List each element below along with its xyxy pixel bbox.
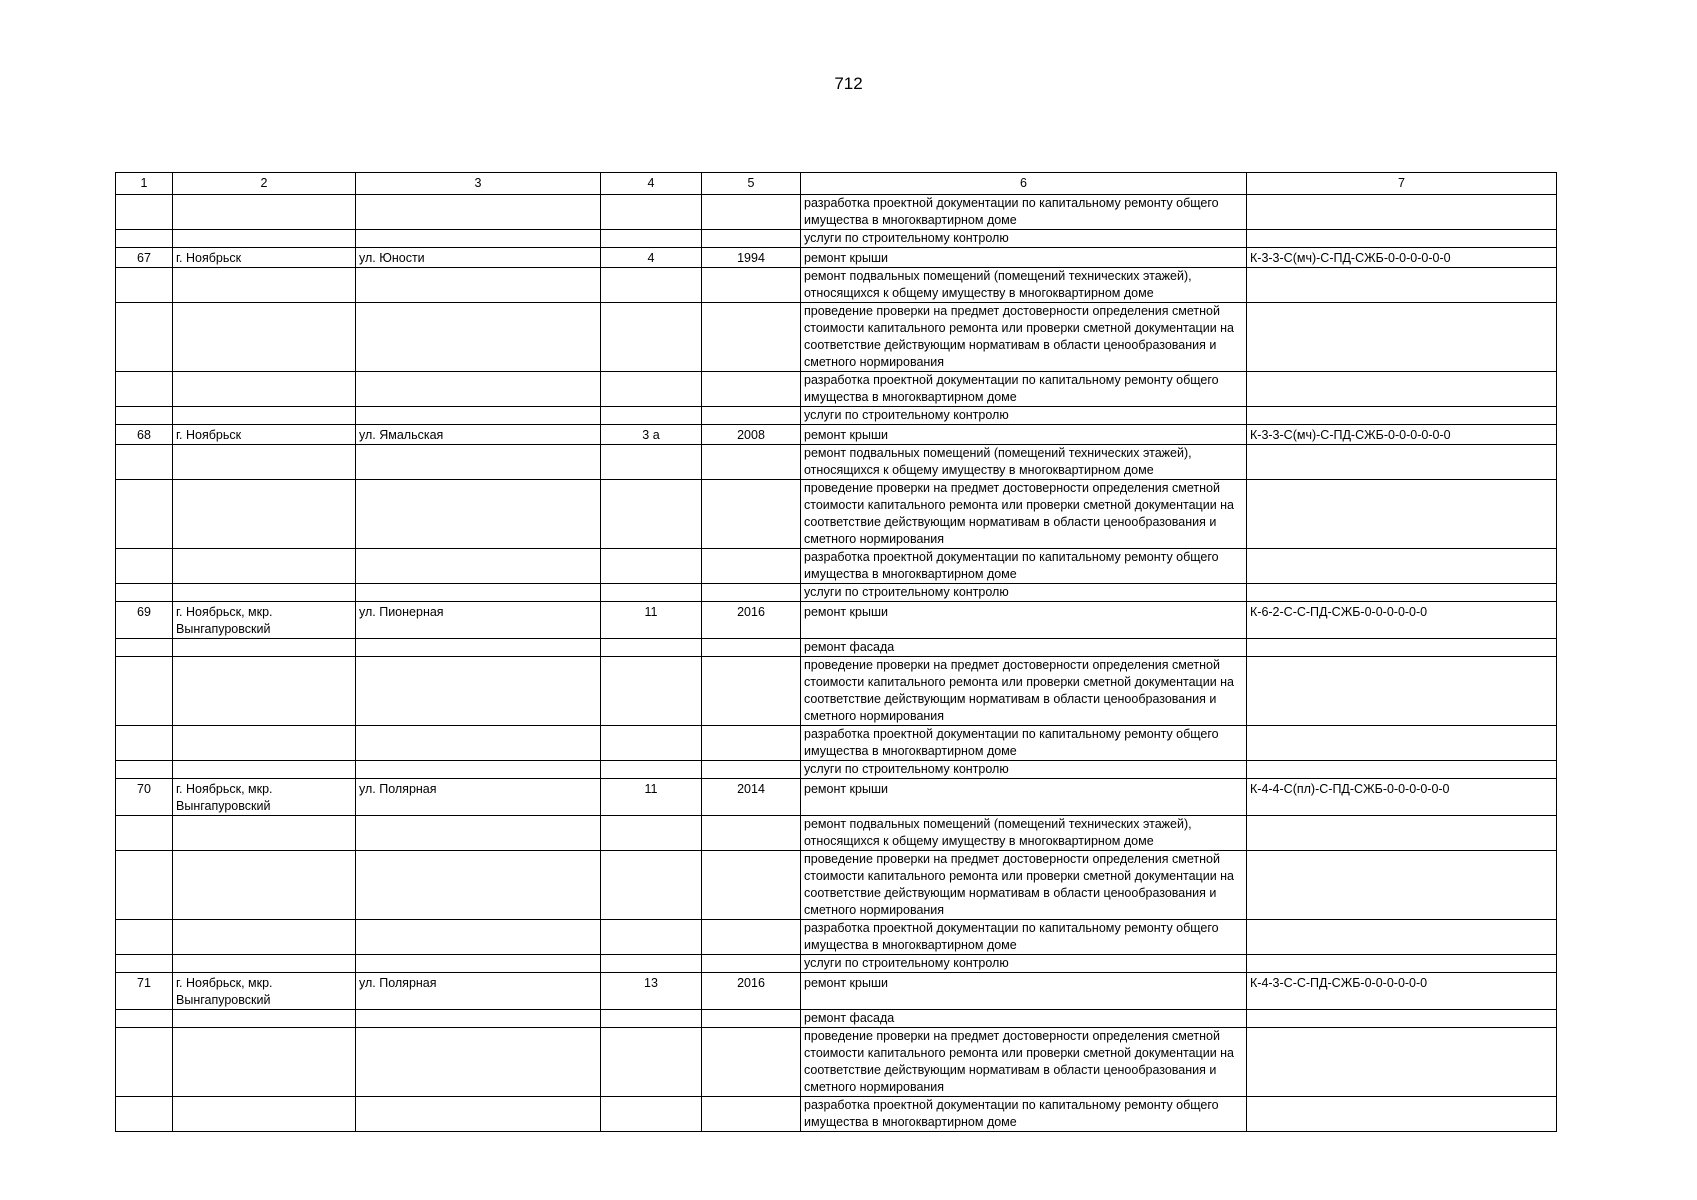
street-cell [356, 955, 601, 973]
house-number-cell: 11 [601, 602, 702, 639]
building-code-cell [1247, 816, 1557, 851]
house-number-cell [601, 407, 702, 425]
year-cell [702, 1028, 801, 1097]
locality-cell [173, 955, 356, 973]
building-code-cell [1247, 230, 1557, 248]
row-number-cell [116, 372, 173, 407]
work-type-cell: разработка проектной документации по капитальному ремонту общего имущества в многоквартирном доме [801, 726, 1247, 761]
year-cell [702, 195, 801, 230]
locality-cell [173, 407, 356, 425]
street-cell [356, 1010, 601, 1028]
register-body [116, 195, 1557, 1132]
row-number-cell [116, 851, 173, 920]
building-code-cell [1247, 584, 1557, 602]
house-number-cell [601, 372, 702, 407]
house-number-cell: 4 [601, 248, 702, 268]
table-row [116, 480, 1557, 549]
work-type-cell: проведение проверки на предмет достоверности определения сметной стоимости капитального ремонта или проверки сметной документации на соответствие действующим нормативам в области ценообразования и сметного нормирования [801, 657, 1247, 726]
row-number-cell [116, 584, 173, 602]
table-row [116, 268, 1557, 303]
table-row [116, 195, 1557, 230]
house-number-cell [601, 584, 702, 602]
table-row [116, 779, 1557, 816]
table-row [116, 851, 1557, 920]
locality-cell [173, 549, 356, 584]
street-cell [356, 407, 601, 425]
year-cell [702, 303, 801, 372]
building-code-cell: К-4-3-С-С-ПД-СЖБ-0-0-0-0-0-0 [1247, 973, 1557, 1010]
table-row [116, 372, 1557, 407]
locality-cell [173, 480, 356, 549]
column-header: 2 [173, 173, 356, 195]
table-row [116, 639, 1557, 657]
locality-cell [173, 1097, 356, 1132]
work-type-cell: ремонт подвальных помещений (помещений технических этажей), относящихся к общему имуществу в многоквартирном доме [801, 268, 1247, 303]
table-row [116, 955, 1557, 973]
house-number-cell [601, 549, 702, 584]
house-number-cell: 11 [601, 779, 702, 816]
house-number-cell [601, 920, 702, 955]
table-row [116, 761, 1557, 779]
repair-register-table [115, 172, 1557, 1132]
building-code-cell [1247, 851, 1557, 920]
house-number-cell: 3 а [601, 425, 702, 445]
year-cell: 2016 [702, 602, 801, 639]
street-cell [356, 1028, 601, 1097]
house-number-cell: 13 [601, 973, 702, 1010]
locality-cell [173, 268, 356, 303]
work-type-cell: ремонт крыши [801, 973, 1247, 1010]
building-code-cell [1247, 1010, 1557, 1028]
street-cell [356, 851, 601, 920]
building-code-cell: К-6-2-С-С-ПД-СЖБ-0-0-0-0-0-0 [1247, 602, 1557, 639]
building-code-cell [1247, 761, 1557, 779]
table-row [116, 973, 1557, 1010]
table-row [116, 407, 1557, 425]
year-cell: 2008 [702, 425, 801, 445]
street-cell [356, 195, 601, 230]
work-type-cell: услуги по строительному контролю [801, 584, 1247, 602]
column-header: 3 [356, 173, 601, 195]
building-code-cell [1247, 407, 1557, 425]
building-code-cell [1247, 480, 1557, 549]
locality-cell [173, 445, 356, 480]
work-type-cell: ремонт крыши [801, 602, 1247, 639]
locality-cell: г. Ноябрьск, мкр. Вынгапуровский [173, 779, 356, 816]
street-cell [356, 480, 601, 549]
year-cell [702, 1010, 801, 1028]
work-type-cell: разработка проектной документации по капитальному ремонту общего имущества в многоквартирном доме [801, 195, 1247, 230]
year-cell [702, 230, 801, 248]
row-number-cell [116, 407, 173, 425]
locality-cell [173, 816, 356, 851]
locality-cell [173, 195, 356, 230]
year-cell [702, 549, 801, 584]
house-number-cell [601, 761, 702, 779]
house-number-cell [601, 445, 702, 480]
year-cell [702, 639, 801, 657]
building-code-cell [1247, 268, 1557, 303]
locality-cell: г. Ноябрьск [173, 248, 356, 268]
street-cell [356, 584, 601, 602]
year-cell [702, 584, 801, 602]
year-cell: 1994 [702, 248, 801, 268]
locality-cell [173, 639, 356, 657]
house-number-cell [601, 195, 702, 230]
table-row [116, 549, 1557, 584]
work-type-cell: разработка проектной документации по капитальному ремонту общего имущества в многоквартирном доме [801, 372, 1247, 407]
row-number-cell: 70 [116, 779, 173, 816]
row-number-cell: 71 [116, 973, 173, 1010]
year-cell [702, 851, 801, 920]
work-type-cell: разработка проектной документации по капитальному ремонту общего имущества в многоквартирном доме [801, 549, 1247, 584]
column-header: 4 [601, 173, 702, 195]
row-number-cell: 69 [116, 602, 173, 639]
locality-cell: г. Ноябрьск, мкр. Вынгапуровский [173, 602, 356, 639]
year-cell [702, 480, 801, 549]
year-cell [702, 726, 801, 761]
locality-cell [173, 303, 356, 372]
row-number-cell [116, 955, 173, 973]
street-cell: ул. Ямальская [356, 425, 601, 445]
work-type-cell: ремонт подвальных помещений (помещений технических этажей), относящихся к общему имуществу в многоквартирном доме [801, 445, 1247, 480]
building-code-cell [1247, 657, 1557, 726]
locality-cell [173, 584, 356, 602]
house-number-cell [601, 1010, 702, 1028]
work-type-cell: ремонт крыши [801, 248, 1247, 268]
building-code-cell: К-3-3-С(мч)-С-ПД-СЖБ-0-0-0-0-0-0 [1247, 425, 1557, 445]
row-number-cell [116, 549, 173, 584]
building-code-cell: К-3-3-С(мч)-С-ПД-СЖБ-0-0-0-0-0-0 [1247, 248, 1557, 268]
house-number-cell [601, 851, 702, 920]
column-header: 6 [801, 173, 1247, 195]
locality-cell: г. Ноябрьск [173, 425, 356, 445]
table-row [116, 816, 1557, 851]
street-cell [356, 445, 601, 480]
work-type-cell: разработка проектной документации по капитальному ремонту общего имущества в многоквартирном доме [801, 920, 1247, 955]
work-type-cell: проведение проверки на предмет достоверности определения сметной стоимости капитального ремонта или проверки сметной документации на соответствие действующим нормативам в области ценообразования и сметного нормирования [801, 1028, 1247, 1097]
year-cell [702, 761, 801, 779]
locality-cell [173, 761, 356, 779]
work-type-cell: разработка проектной документации по капитальному ремонту общего имущества в многоквартирном доме [801, 1097, 1247, 1132]
house-number-cell [601, 657, 702, 726]
street-cell: ул. Юности [356, 248, 601, 268]
row-number-cell [116, 726, 173, 761]
work-type-cell: услуги по строительному контролю [801, 955, 1247, 973]
work-type-cell: услуги по строительному контролю [801, 761, 1247, 779]
house-number-cell [601, 726, 702, 761]
table-row [116, 1010, 1557, 1028]
street-cell [356, 920, 601, 955]
table-row [116, 920, 1557, 955]
building-code-cell [1247, 726, 1557, 761]
house-number-cell [601, 480, 702, 549]
year-cell [702, 407, 801, 425]
work-type-cell: услуги по строительному контролю [801, 407, 1247, 425]
street-cell [356, 639, 601, 657]
street-cell [356, 1097, 601, 1132]
locality-cell: г. Ноябрьск, мкр. Вынгапуровский [173, 973, 356, 1010]
house-number-cell [601, 1097, 702, 1132]
locality-cell [173, 851, 356, 920]
row-number-cell [116, 816, 173, 851]
year-cell [702, 445, 801, 480]
work-type-cell: ремонт подвальных помещений (помещений технических этажей), относящихся к общему имуществу в многоквартирном доме [801, 816, 1247, 851]
table-row [116, 657, 1557, 726]
work-type-cell: ремонт крыши [801, 425, 1247, 445]
year-cell [702, 920, 801, 955]
work-type-cell: проведение проверки на предмет достоверности определения сметной стоимости капитального ремонта или проверки сметной документации на соответствие действующим нормативам в области ценообразования и сметного нормирования [801, 480, 1247, 549]
house-number-cell [601, 303, 702, 372]
table-row [116, 445, 1557, 480]
locality-cell [173, 920, 356, 955]
table-row [116, 726, 1557, 761]
work-type-cell: услуги по строительному контролю [801, 230, 1247, 248]
street-cell: ул. Полярная [356, 973, 601, 1010]
year-cell: 2014 [702, 779, 801, 816]
house-number-cell [601, 1028, 702, 1097]
row-number-cell [116, 445, 173, 480]
locality-cell [173, 372, 356, 407]
row-number-cell [116, 268, 173, 303]
column-header: 5 [702, 173, 801, 195]
column-header: 7 [1247, 173, 1557, 195]
street-cell [356, 726, 601, 761]
row-number-cell [116, 1028, 173, 1097]
work-type-cell: ремонт крыши [801, 779, 1247, 816]
year-cell [702, 1097, 801, 1132]
building-code-cell [1247, 1028, 1557, 1097]
row-number-cell [116, 303, 173, 372]
row-number-cell [116, 920, 173, 955]
house-number-cell [601, 955, 702, 973]
building-code-cell: К-4-4-С(пл)-С-ПД-СЖБ-0-0-0-0-0-0 [1247, 779, 1557, 816]
table-row [116, 602, 1557, 639]
street-cell [356, 816, 601, 851]
street-cell [356, 230, 601, 248]
building-code-cell [1247, 445, 1557, 480]
table-row [116, 303, 1557, 372]
year-cell [702, 372, 801, 407]
year-cell [702, 657, 801, 726]
work-type-cell: ремонт фасада [801, 1010, 1247, 1028]
locality-cell [173, 1010, 356, 1028]
street-cell [356, 761, 601, 779]
year-cell [702, 268, 801, 303]
building-code-cell [1247, 372, 1557, 407]
street-cell [356, 268, 601, 303]
work-type-cell: проведение проверки на предмет достоверности определения сметной стоимости капитального ремонта или проверки сметной документации на соответствие действующим нормативам в области ценообразования и сметного нормирования [801, 851, 1247, 920]
table-row [116, 1097, 1557, 1132]
building-code-cell [1247, 920, 1557, 955]
street-cell: ул. Полярная [356, 779, 601, 816]
row-number-cell [116, 480, 173, 549]
page-number: 712 [834, 74, 863, 93]
column-number-header-row [116, 173, 1557, 195]
work-type-cell: ремонт фасада [801, 639, 1247, 657]
table-row [116, 584, 1557, 602]
locality-cell [173, 726, 356, 761]
table-row [116, 248, 1557, 268]
column-header: 1 [116, 173, 173, 195]
row-number-cell [116, 1097, 173, 1132]
street-cell [356, 549, 601, 584]
year-cell [702, 955, 801, 973]
locality-cell [173, 1028, 356, 1097]
building-code-cell [1247, 303, 1557, 372]
row-number-cell [116, 657, 173, 726]
house-number-cell [601, 268, 702, 303]
building-code-cell [1247, 955, 1557, 973]
street-cell [356, 303, 601, 372]
house-number-cell [601, 639, 702, 657]
row-number-cell [116, 230, 173, 248]
building-code-cell [1247, 195, 1557, 230]
street-cell [356, 372, 601, 407]
row-number-cell [116, 195, 173, 230]
table-row [116, 230, 1557, 248]
row-number-cell [116, 639, 173, 657]
row-number-cell [116, 1010, 173, 1028]
row-number-cell: 67 [116, 248, 173, 268]
building-code-cell [1247, 1097, 1557, 1132]
work-type-cell: проведение проверки на предмет достоверности определения сметной стоимости капитального ремонта или проверки сметной документации на соответствие действующим нормативам в области ценообразования и сметного нормирования [801, 303, 1247, 372]
building-code-cell [1247, 549, 1557, 584]
row-number-cell [116, 761, 173, 779]
house-number-cell [601, 230, 702, 248]
table-row [116, 1028, 1557, 1097]
table-row [116, 425, 1557, 445]
year-cell: 2016 [702, 973, 801, 1010]
row-number-cell: 68 [116, 425, 173, 445]
locality-cell [173, 657, 356, 726]
house-number-cell [601, 816, 702, 851]
building-code-cell [1247, 639, 1557, 657]
street-cell: ул. Пионерная [356, 602, 601, 639]
year-cell [702, 816, 801, 851]
locality-cell [173, 230, 356, 248]
street-cell [356, 657, 601, 726]
